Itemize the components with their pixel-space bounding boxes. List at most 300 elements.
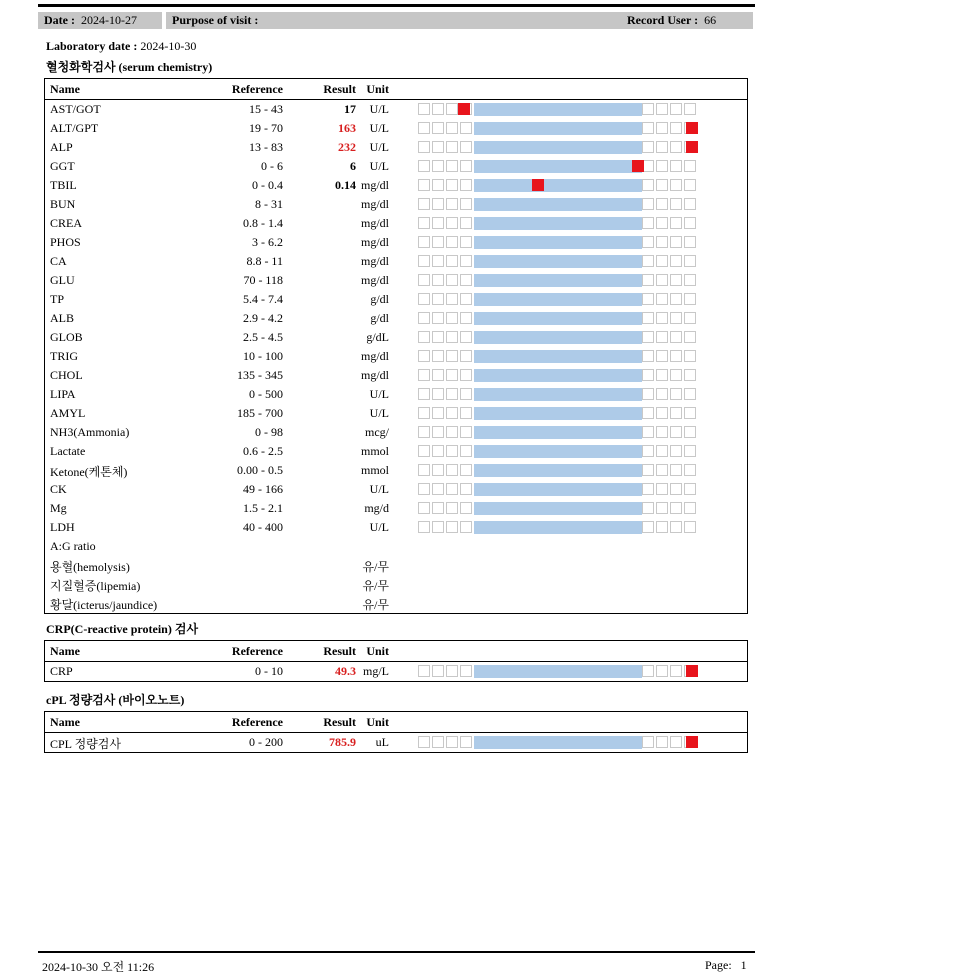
- gauge-cell: [446, 388, 458, 400]
- table-row: [45, 138, 747, 157]
- test-name: 지질혈증(lipemia): [50, 579, 141, 593]
- table-row: [45, 385, 747, 404]
- table-row: [45, 575, 747, 594]
- gauge-cell: [460, 369, 472, 381]
- range-gauge: [418, 255, 698, 268]
- gauge-cell: [432, 179, 444, 191]
- gauge-cell: [418, 521, 430, 533]
- table-row: [45, 594, 747, 613]
- unit: mg/dl: [360, 178, 389, 192]
- gauge-cell: [460, 160, 472, 172]
- gauge-cell: [418, 502, 430, 514]
- gauge-cell: [670, 122, 682, 134]
- normal-range-band: [474, 274, 642, 287]
- table-row: [45, 119, 747, 138]
- result-value: 6: [350, 159, 356, 173]
- gauge-cell: [446, 103, 458, 115]
- gauge-cell: [460, 426, 472, 438]
- table-row: [45, 537, 747, 556]
- unit: g/dl: [370, 292, 389, 306]
- column-header-unit: Unit: [366, 715, 389, 729]
- page-value: 1: [740, 958, 747, 972]
- reference-range: 19 - 70: [249, 121, 283, 135]
- results-table: [44, 640, 748, 682]
- gauge-cell: [642, 736, 654, 748]
- column-header-result: Result: [323, 715, 356, 729]
- gauge-cell: [670, 736, 682, 748]
- normal-range-band: [474, 502, 642, 515]
- gauge-cell: [460, 665, 472, 677]
- range-gauge: [418, 198, 698, 211]
- gauge-cell: [432, 502, 444, 514]
- test-name: AST/GOT: [50, 102, 101, 116]
- gauge-cell: [460, 502, 472, 514]
- gauge-cell: [446, 274, 458, 286]
- gauge-cell: [656, 255, 668, 267]
- page-label: Page:: [705, 958, 732, 972]
- reference-range: 0 - 200: [249, 735, 283, 749]
- normal-range-band: [474, 445, 642, 458]
- range-gauge: [418, 274, 698, 287]
- range-gauge: [418, 521, 698, 534]
- gauge-cell: [418, 483, 430, 495]
- gauge-cell: [418, 236, 430, 248]
- column-header-name: Name: [50, 82, 80, 96]
- gauge-cell: [446, 293, 458, 305]
- unit: g/dL: [366, 330, 389, 344]
- range-gauge: [418, 141, 698, 154]
- normal-range-band: [474, 141, 642, 154]
- record-user-value: 66: [704, 13, 717, 27]
- gauge-cell: [642, 255, 654, 267]
- gauge-cell: [642, 521, 654, 533]
- reference-range: 15 - 43: [249, 102, 283, 116]
- gauge-cell: [656, 312, 668, 324]
- test-name: CK: [50, 482, 67, 496]
- gauge-cell: [460, 255, 472, 267]
- gauge-cell: [418, 312, 430, 324]
- gauge-cell: [684, 521, 696, 533]
- gauge-cell: [684, 445, 696, 457]
- test-name: TBIL: [50, 178, 77, 192]
- gauge-cell: [446, 179, 458, 191]
- unit: U/L: [369, 121, 389, 135]
- unit: U/L: [369, 520, 389, 534]
- result-value: 17: [344, 102, 356, 116]
- gauge-cell: [642, 122, 654, 134]
- gauge-cell: [656, 198, 668, 210]
- gauge-cell: [642, 407, 654, 419]
- normal-range-band: [474, 103, 642, 116]
- table-row: [45, 157, 747, 176]
- gauge-cell: [670, 521, 682, 533]
- gauge-cell: [684, 103, 696, 115]
- unit: g/dl: [370, 311, 389, 325]
- date-value: 2024-10-27: [80, 13, 137, 27]
- normal-range-band: [474, 255, 642, 268]
- gauge-cell: [642, 502, 654, 514]
- gauge-cell: [432, 312, 444, 324]
- gauge-cell: [642, 293, 654, 305]
- normal-range-band: [474, 464, 642, 477]
- gauge-cell: [642, 217, 654, 229]
- normal-range-band: [474, 198, 642, 211]
- table-row: [45, 328, 747, 347]
- gauge-cell: [460, 236, 472, 248]
- gauge-cell: [670, 665, 682, 677]
- gauge-cell: [670, 312, 682, 324]
- gauge-cell: [670, 236, 682, 248]
- gauge-cell: [460, 198, 472, 210]
- gauge-cell: [656, 331, 668, 343]
- date-label: Date :: [44, 13, 75, 27]
- test-name: TRIG: [50, 349, 78, 363]
- table-row: [45, 100, 747, 119]
- gauge-cell: [418, 255, 430, 267]
- table-row: [45, 442, 747, 461]
- gauge-cell: [446, 122, 458, 134]
- range-gauge: [418, 160, 698, 173]
- range-gauge: [418, 312, 698, 325]
- test-name: CPL 정량검사: [50, 737, 121, 751]
- table-row: [45, 662, 747, 681]
- unit: mg/dl: [360, 197, 389, 211]
- gauge-cell: [656, 217, 668, 229]
- table-row: [45, 309, 747, 328]
- gauge-cell: [418, 217, 430, 229]
- gauge-cell: [418, 445, 430, 457]
- result-value: 163: [338, 121, 356, 135]
- gauge-cell: [642, 665, 654, 677]
- test-name: GGT: [50, 159, 75, 173]
- footer-rule: [38, 951, 755, 953]
- unit: mg/dl: [360, 254, 389, 268]
- result-marker: [686, 122, 698, 134]
- range-gauge: [418, 236, 698, 249]
- gauge-cell: [670, 350, 682, 362]
- test-name: TP: [50, 292, 65, 306]
- reference-range: 40 - 400: [243, 520, 283, 534]
- range-gauge: [418, 350, 698, 363]
- unit: mg/dl: [360, 368, 389, 382]
- range-gauge: [418, 388, 698, 401]
- gauge-cell: [642, 198, 654, 210]
- gauge-cell: [460, 483, 472, 495]
- gauge-cell: [656, 274, 668, 286]
- lab-date-label: Laboratory date :: [46, 39, 138, 53]
- gauge-cell: [656, 293, 668, 305]
- gauge-cell: [656, 350, 668, 362]
- gauge-cell: [418, 122, 430, 134]
- gauge-cell: [432, 736, 444, 748]
- table-row: [45, 214, 747, 233]
- table-header: [45, 641, 747, 662]
- gauge-cell: [432, 160, 444, 172]
- unit: uL: [375, 735, 389, 749]
- reference-range: 2.9 - 4.2: [243, 311, 283, 325]
- gauge-cell: [684, 464, 696, 476]
- reference-range: 2.5 - 4.5: [243, 330, 283, 344]
- purpose-label: Purpose of visit :: [172, 13, 259, 27]
- gauge-cell: [684, 293, 696, 305]
- column-header-unit: Unit: [366, 644, 389, 658]
- normal-range-band: [474, 293, 642, 306]
- table-row: [45, 518, 747, 537]
- reference-range: 0 - 98: [255, 425, 283, 439]
- column-header-result: Result: [323, 82, 356, 96]
- gauge-cell: [432, 350, 444, 362]
- gauge-cell: [656, 665, 668, 677]
- gauge-cell: [446, 521, 458, 533]
- test-name: NH3(Ammonia): [50, 425, 130, 439]
- gauge-cell: [670, 198, 682, 210]
- result-marker: [686, 736, 698, 748]
- gauge-cell: [432, 483, 444, 495]
- unit: mg/dl: [360, 273, 389, 287]
- gauge-cell: [446, 236, 458, 248]
- result-marker: [686, 141, 698, 153]
- gauge-cell: [460, 217, 472, 229]
- gauge-cell: [446, 502, 458, 514]
- gauge-cell: [460, 350, 472, 362]
- gauge-cell: [670, 274, 682, 286]
- unit: U/L: [369, 159, 389, 173]
- normal-range-band: [474, 388, 642, 401]
- gauge-cell: [684, 350, 696, 362]
- gauge-cell: [684, 388, 696, 400]
- gauge-cell: [642, 426, 654, 438]
- range-gauge: [418, 407, 698, 420]
- reference-range: 0.6 - 2.5: [243, 444, 283, 458]
- gauge-cell: [670, 331, 682, 343]
- gauge-cell: [656, 122, 668, 134]
- gauge-cell: [684, 483, 696, 495]
- table-row: [45, 290, 747, 309]
- test-name: CREA: [50, 216, 83, 230]
- gauge-cell: [642, 312, 654, 324]
- gauge-cell: [684, 274, 696, 286]
- gauge-cell: [446, 483, 458, 495]
- test-name: 용혈(hemolysis): [50, 560, 130, 574]
- normal-range-band: [474, 122, 642, 135]
- gauge-cell: [670, 103, 682, 115]
- gauge-cell: [684, 426, 696, 438]
- table-header: [45, 712, 747, 733]
- normal-range-band: [474, 426, 642, 439]
- gauge-cell: [684, 369, 696, 381]
- gauge-cell: [656, 160, 668, 172]
- gauge-cell: [656, 426, 668, 438]
- record-user-label: Record User :: [627, 13, 699, 27]
- gauge-cell: [418, 198, 430, 210]
- normal-range-band: [474, 331, 642, 344]
- normal-range-band: [474, 217, 642, 230]
- gauge-cell: [670, 388, 682, 400]
- gauge-cell: [670, 483, 682, 495]
- gauge-cell: [418, 103, 430, 115]
- gauge-cell: [432, 236, 444, 248]
- test-name: CA: [50, 254, 67, 268]
- top-rule: [38, 4, 755, 7]
- gauge-cell: [432, 665, 444, 677]
- test-name: A:G ratio: [50, 539, 96, 553]
- test-name: GLU: [50, 273, 75, 287]
- gauge-cell: [460, 407, 472, 419]
- test-name: ALP: [50, 140, 73, 154]
- page-number: [705, 958, 747, 973]
- range-gauge: [418, 217, 698, 230]
- unit: mcg/: [365, 425, 389, 439]
- unit: 유/무: [362, 560, 389, 574]
- unit: mmol: [360, 463, 389, 477]
- table-row: [45, 252, 747, 271]
- gauge-cell: [418, 426, 430, 438]
- result-value: 232: [338, 140, 356, 154]
- reference-range: 3 - 6.2: [252, 235, 283, 249]
- section-title: cPL 정량검사 (바이오노트): [46, 693, 185, 707]
- reference-range: 49 - 166: [243, 482, 283, 496]
- gauge-cell: [670, 141, 682, 153]
- unit: mg/L: [363, 664, 389, 678]
- normal-range-band: [474, 736, 642, 749]
- gauge-cell: [460, 331, 472, 343]
- reference-range: 70 - 118: [243, 273, 283, 287]
- unit: mg/d: [364, 501, 389, 515]
- gauge-cell: [460, 445, 472, 457]
- test-name: GLOB: [50, 330, 83, 344]
- gauge-cell: [684, 160, 696, 172]
- gauge-cell: [684, 217, 696, 229]
- gauge-cell: [446, 350, 458, 362]
- gauge-cell: [460, 464, 472, 476]
- reference-range: 0.8 - 1.4: [243, 216, 283, 230]
- print-timestamp: 2024-10-30 오전 11:26: [42, 960, 155, 974]
- table-row: [45, 366, 747, 385]
- gauge-cell: [432, 521, 444, 533]
- gauge-cell: [642, 331, 654, 343]
- result-value: 785.9: [329, 735, 356, 749]
- normal-range-band: [474, 160, 642, 173]
- gauge-cell: [460, 179, 472, 191]
- gauge-cell: [446, 160, 458, 172]
- unit: 유/무: [362, 579, 389, 593]
- gauge-cell: [432, 331, 444, 343]
- reference-range: 0 - 10: [255, 664, 283, 678]
- result-marker: [458, 103, 470, 115]
- gauge-cell: [432, 103, 444, 115]
- range-gauge: [418, 331, 698, 344]
- gauge-cell: [656, 445, 668, 457]
- reference-range: 8 - 31: [255, 197, 283, 211]
- gauge-cell: [418, 350, 430, 362]
- gauge-cell: [446, 736, 458, 748]
- gauge-cell: [670, 160, 682, 172]
- gauge-cell: [460, 141, 472, 153]
- normal-range-band: [474, 369, 642, 382]
- gauge-cell: [670, 502, 682, 514]
- gauge-cell: [446, 665, 458, 677]
- result-marker: [632, 160, 644, 172]
- reference-range: 185 - 700: [237, 406, 283, 420]
- table-row: [45, 195, 747, 214]
- normal-range-band: [474, 350, 642, 363]
- reference-range: 10 - 100: [243, 349, 283, 363]
- gauge-cell: [446, 255, 458, 267]
- gauge-cell: [446, 312, 458, 324]
- laboratory-date: [46, 39, 196, 54]
- visit-header: [38, 12, 753, 29]
- unit: U/L: [369, 482, 389, 496]
- gauge-cell: [656, 521, 668, 533]
- gauge-cell: [670, 445, 682, 457]
- gauge-cell: [684, 179, 696, 191]
- unit: U/L: [369, 102, 389, 116]
- table-row: [45, 556, 747, 575]
- column-header-unit: Unit: [366, 82, 389, 96]
- gauge-cell: [432, 293, 444, 305]
- gauge-cell: [656, 103, 668, 115]
- gauge-cell: [418, 464, 430, 476]
- gauge-cell: [460, 122, 472, 134]
- column-header-name: Name: [50, 715, 80, 729]
- range-gauge: [418, 502, 698, 515]
- normal-range-band: [474, 521, 642, 534]
- table-row: [45, 347, 747, 366]
- gauge-cell: [656, 141, 668, 153]
- test-name: ALB: [50, 311, 74, 325]
- gauge-cell: [642, 369, 654, 381]
- gauge-cell: [670, 407, 682, 419]
- table-row: [45, 233, 747, 252]
- range-gauge: [418, 736, 698, 749]
- test-name: ALT/GPT: [50, 121, 99, 135]
- normal-range-band: [474, 483, 642, 496]
- reference-range: 0.00 - 0.5: [237, 463, 283, 477]
- range-gauge: [418, 426, 698, 439]
- range-gauge: [418, 483, 698, 496]
- result-marker: [532, 179, 544, 191]
- gauge-cell: [418, 274, 430, 286]
- normal-range-band: [474, 665, 642, 678]
- range-gauge: [418, 464, 698, 477]
- gauge-cell: [446, 445, 458, 457]
- gauge-cell: [418, 665, 430, 677]
- gauge-cell: [418, 388, 430, 400]
- reference-range: 13 - 83: [249, 140, 283, 154]
- unit: mmol: [360, 444, 389, 458]
- gauge-cell: [418, 331, 430, 343]
- gauge-cell: [656, 502, 668, 514]
- column-header-reference: Reference: [231, 82, 283, 96]
- gauge-cell: [432, 464, 444, 476]
- results-table: [44, 711, 748, 753]
- test-name: Mg: [50, 501, 67, 515]
- reference-range: 0 - 500: [249, 387, 283, 401]
- gauge-cell: [418, 369, 430, 381]
- gauge-cell: [460, 521, 472, 533]
- result-value: 0.14: [335, 178, 356, 192]
- gauge-cell: [670, 293, 682, 305]
- gauge-cell: [642, 103, 654, 115]
- test-name: Ketone(케톤체): [50, 465, 128, 479]
- normal-range-band: [474, 179, 642, 192]
- table-row: [45, 480, 747, 499]
- reference-range: 135 - 345: [237, 368, 283, 382]
- reference-range: 0 - 6: [261, 159, 283, 173]
- range-gauge: [418, 445, 698, 458]
- gauge-cell: [432, 141, 444, 153]
- test-name: PHOS: [50, 235, 81, 249]
